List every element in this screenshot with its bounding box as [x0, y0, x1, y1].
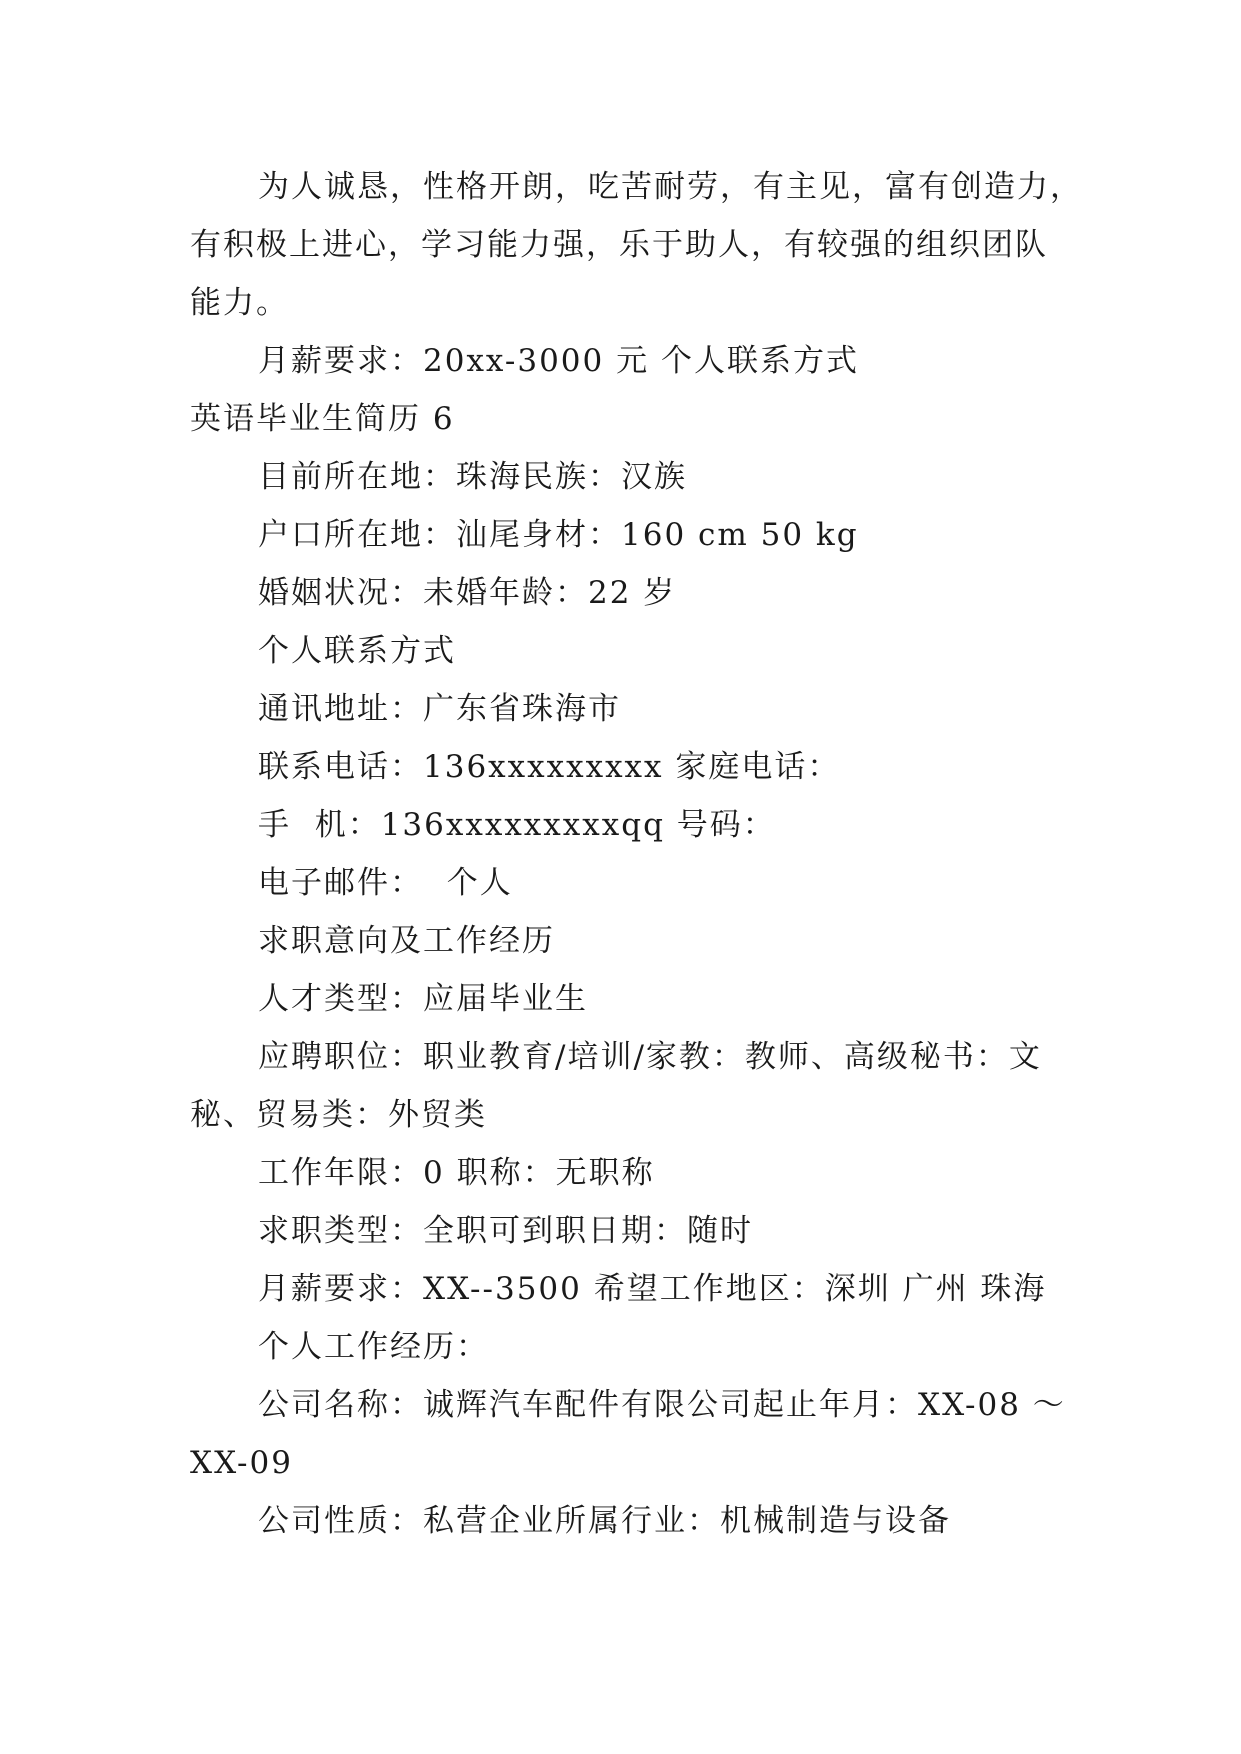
- paragraph-line: 户口所在地：汕尾身材：160 cm 50 kg: [258, 517, 859, 553]
- section-heading: 英语毕业生简历 6: [190, 401, 455, 437]
- paragraph-line: 月薪要求：20xx-3000 元 个人联系方式: [258, 343, 859, 379]
- paragraph-line: XX-09: [190, 1445, 293, 1481]
- subsection-heading: 个人工作经历：: [258, 1329, 489, 1365]
- paragraph-line: 手 机：136xxxxxxxxxqq 号码：: [258, 807, 776, 843]
- paragraph-line: 月薪要求：XX--3500 希望工作地区：深圳 广州 珠海: [258, 1271, 1047, 1307]
- paragraph-line: 联系电话：136xxxxxxxxx 家庭电话：: [258, 749, 841, 785]
- paragraph-line: 应聘职位：职业教育/培训/家教：教师、高级秘书：文: [258, 1039, 1042, 1075]
- paragraph-line: 电子邮件： 个人: [258, 865, 513, 901]
- paragraph-line: 人才类型：应届毕业生: [258, 981, 588, 1017]
- paragraph-line: 工作年限：0 职称：无职称: [258, 1155, 655, 1191]
- paragraph-line: 公司名称：诚辉汽车配件有限公司起止年月：XX-08 ～: [258, 1387, 1066, 1423]
- paragraph-line: 目前所在地：珠海民族：汉族: [258, 459, 687, 495]
- paragraph-line: 公司性质：私营企业所属行业：机械制造与设备: [258, 1503, 951, 1539]
- subsection-heading: 求职意向及工作经历: [258, 923, 555, 959]
- paragraph-line: 能力。: [190, 285, 289, 321]
- document-body: [190, 158, 1083, 1550]
- paragraph-line: 秘、贸易类：外贸类: [190, 1097, 487, 1133]
- subsection-heading: 个人联系方式: [258, 633, 456, 669]
- paragraph-line: 婚姻状况：未婚年龄：22 岁: [258, 575, 677, 611]
- paragraph-line: 有积极上进心，学习能力强，乐于助人，有较强的组织团队: [190, 227, 1048, 263]
- paragraph-line: 为人诚恳，性格开朗，吃苦耐劳，有主见，富有创造力，: [258, 169, 1083, 205]
- paragraph-line: 求职类型：全职可到职日期：随时: [258, 1213, 753, 1249]
- paragraph-line: 通讯地址：广东省珠海市: [258, 691, 621, 727]
